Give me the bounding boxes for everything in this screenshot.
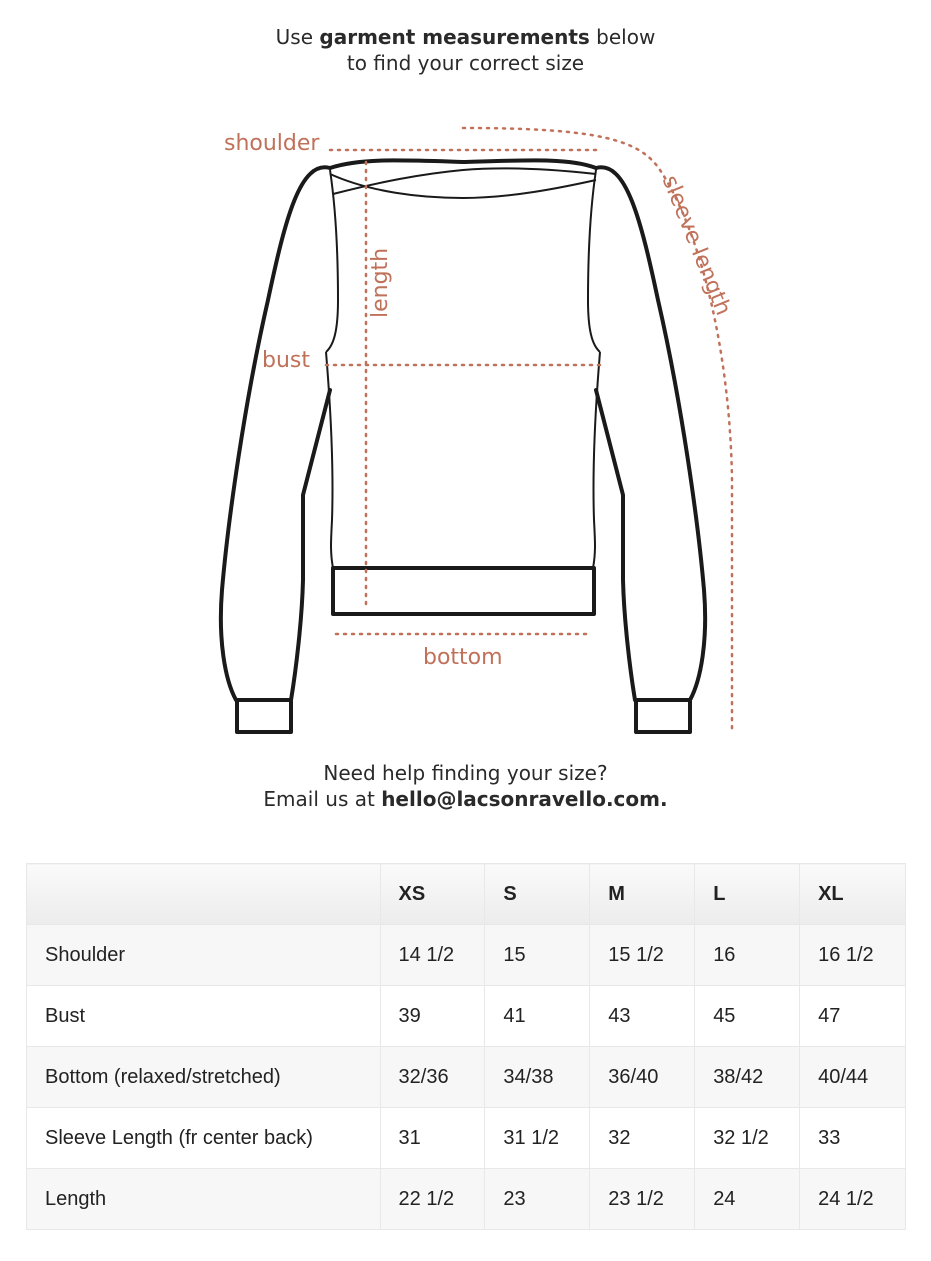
table-row-sleeve-length: [27, 1108, 906, 1169]
intro-bold: garment measurements: [319, 25, 590, 49]
bottom-label: bottom: [423, 645, 503, 670]
right-armhole: [588, 170, 600, 352]
size-chart-table: [26, 863, 906, 1230]
row-label: Bust: [27, 986, 381, 1047]
table-cell: 34/38: [485, 1047, 590, 1108]
help-line-1: Need help finding your size?: [323, 761, 608, 785]
table-cell: 24 1/2: [800, 1169, 906, 1230]
header-cell-m: M: [590, 864, 695, 925]
table-row-bottom: [27, 1047, 906, 1108]
intro-line-1: [0, 24, 931, 50]
collar-edge: [333, 168, 596, 194]
left-armhole: [326, 170, 338, 352]
table-cell: 15 1/2: [590, 925, 695, 986]
table-cell: 16: [695, 925, 800, 986]
left-cuff: [237, 700, 291, 732]
intro-prefix: Use: [275, 25, 320, 49]
table-cell: 45: [695, 986, 800, 1047]
neckline-outer: [330, 160, 596, 168]
table-row-bust: [27, 986, 906, 1047]
intro-suffix: below: [589, 25, 656, 49]
table-row-shoulder: [27, 925, 906, 986]
table-cell: 15: [485, 925, 590, 986]
bust-label: bust: [262, 348, 310, 373]
table-cell: 32/36: [380, 1047, 485, 1108]
header-cell-s: S: [485, 864, 590, 925]
row-label: Shoulder: [27, 925, 381, 986]
help-email-link[interactable]: hello@lacsonravello.com.: [381, 787, 668, 811]
table-cell: 32: [590, 1108, 695, 1169]
left-side-seam: [326, 352, 333, 568]
table-cell: 16 1/2: [800, 925, 906, 986]
table-cell: 32 1/2: [695, 1108, 800, 1169]
row-label: Length: [27, 1169, 381, 1230]
length-label: length: [368, 247, 393, 318]
help-text: [0, 760, 931, 812]
table-cell: 40/44: [800, 1047, 906, 1108]
table-cell: 22 1/2: [380, 1169, 485, 1230]
intro-line-2: to find your correct size: [346, 51, 585, 75]
table-cell: 14 1/2: [380, 925, 485, 986]
table-cell: 23: [485, 1169, 590, 1230]
right-side-seam: [593, 352, 600, 568]
right-cuff: [636, 700, 690, 732]
intro-text: [0, 24, 931, 76]
shoulder-label: shoulder: [224, 131, 320, 156]
table-cell: 39: [380, 986, 485, 1047]
table-row-length: [27, 1169, 906, 1230]
row-label: Sleeve Length (fr center back): [27, 1108, 381, 1169]
help-prefix: Email us at: [263, 787, 382, 811]
table-cell: 47: [800, 986, 906, 1047]
table-cell: 31 1/2: [485, 1108, 590, 1169]
header-cell-xl: XL: [800, 864, 906, 925]
help-line-2: [0, 786, 931, 812]
hem-band: [333, 568, 594, 614]
table-header-row: [27, 864, 906, 925]
header-cell-blank: [27, 864, 381, 925]
table-cell: 41: [485, 986, 590, 1047]
table-cell: 38/42: [695, 1047, 800, 1108]
row-label: Bottom (relaxed/stretched): [27, 1047, 381, 1108]
table-cell: 31: [380, 1108, 485, 1169]
table-cell: 23 1/2: [590, 1169, 695, 1230]
left-sleeve: [221, 167, 330, 700]
table-cell: 43: [590, 986, 695, 1047]
sleeve-length-label: sleeve length: [656, 172, 736, 319]
table-cell: 36/40: [590, 1047, 695, 1108]
header-cell-xs: XS: [380, 864, 485, 925]
sweater-diagram: [0, 100, 931, 750]
table-cell: 33: [800, 1108, 906, 1169]
header-cell-l: L: [695, 864, 800, 925]
table-cell: 24: [695, 1169, 800, 1230]
